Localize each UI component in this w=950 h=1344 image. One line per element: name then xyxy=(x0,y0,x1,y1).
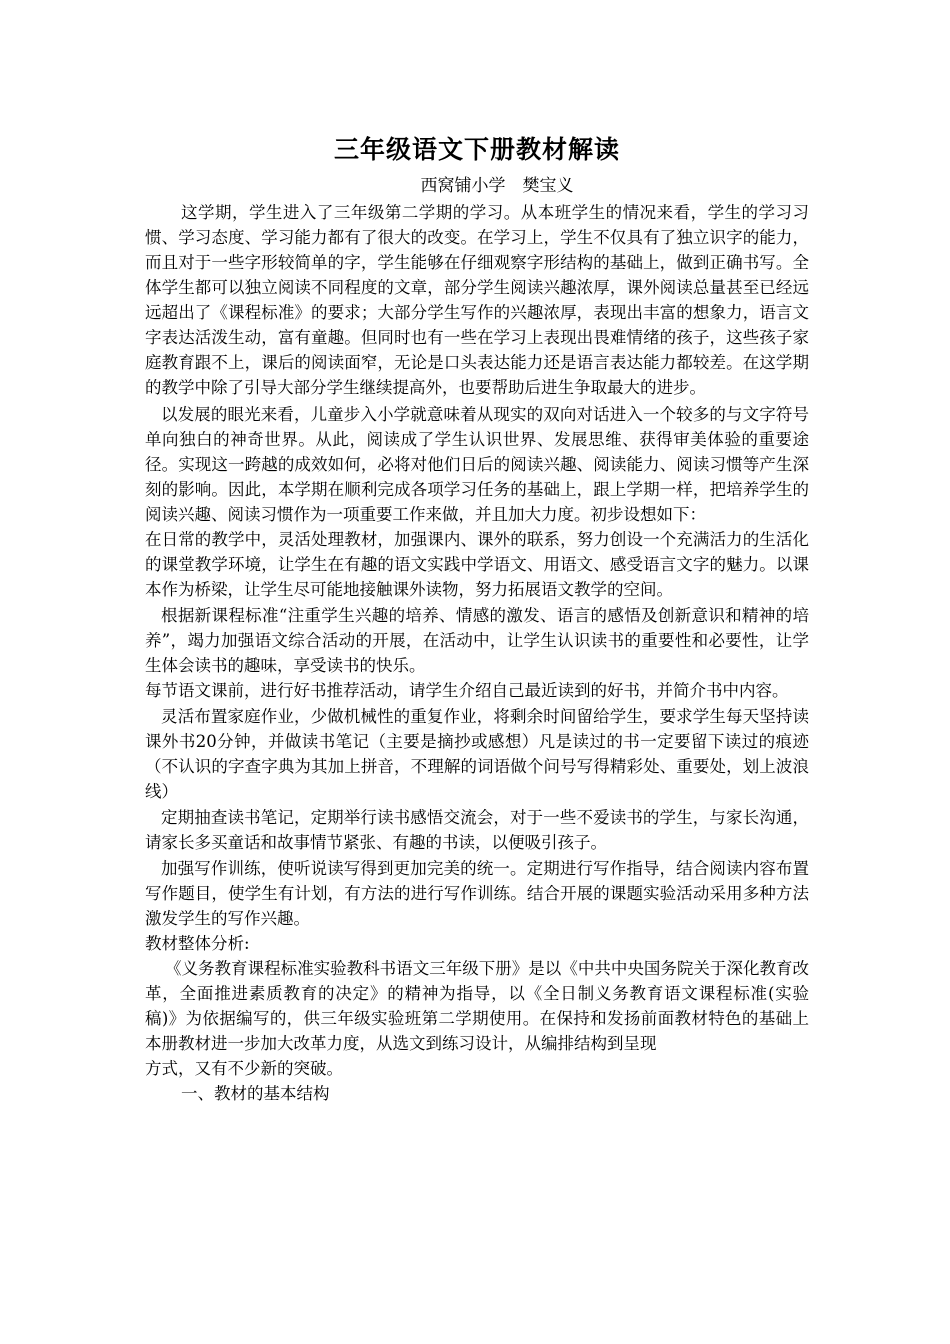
paragraph: 以发展的眼光来看，儿童步入小学就意味着从现实的双向对话进入一个较多的与文字符号单向独白的神奇世界。从此，阅读成了学生认识世界、发展思维、获得审美体验的重要途径。实现这一跨越的成效如何，必将对他们日后的阅读兴趣、阅读能力、阅读习惯等产生深刻的影响。因此，本学期在顺利完成各项学习任务的基础上，跟上学期一样，把培养学生的阅读兴趣、阅读习惯作为一项重要工作来做，并且加大力度。初步设想如下： xyxy=(145,405,809,524)
paragraph: 方式，又有不少新的突破。 xyxy=(145,1059,343,1078)
paragraph: 《义务教育课程标准实验教科书语文三年级下册》是以《中共中央国务院关于深化教育改革，全面推进素质教育的决定》的精神为指导，以《全日制义务教育语文课程标准(实验稿)》为依据编写的，供三年级实验班第二学期使用。在保持和发扬前面教材特色的基础上本册教材进一步加大改革力度，从选文到练习设计，从编排结构到呈现 xyxy=(145,959,809,1053)
document-title: 三年级语文下册教材解读 xyxy=(333,135,620,164)
section-label: 教材整体分析: xyxy=(145,934,250,953)
paragraph: 根据新课程标准“注重学生兴趣的培养、情感的激发、语言的感悟及创新意识和精神的培养”，竭力加强语文综合活动的开展，在活动中，让学生认识读书的重要性和必要性，让学生体会读书的趣味，享受读书的快乐。 xyxy=(145,606,809,675)
document-page xyxy=(145,132,809,1106)
author-line: 西窝铺小学 樊宝义 xyxy=(420,176,574,196)
paragraph: 定期抽查读书笔记，定期举行读书感悟交流会，对于一些不爱读书的学生，与家长沟通，请家长多买童话和故事情节紧张、有趣的书读，以便吸引孩子。 xyxy=(145,808,809,852)
paragraph: 灵活布置家庭作业，少做机械性的重复作业，将剩余时间留给学生，要求学生每天坚持读课外书20分钟，并做读书笔记（主要是摘抄或感想）凡是读过的书一定要留下读过的痕迹（不认识的字查字典为其加上拼音，不理解的词语做个问号写得精彩处、重要处，划上波浪线） xyxy=(145,707,809,801)
paragraph: 每节语文课前，进行好书推荐活动，请学生介绍自己最近读到的好书，并简介书中内容。 xyxy=(145,681,789,700)
paragraph: 在日常的教学中，灵活处理教材，加强课内、课外的联系，努力创设一个充满活力的生活化的课堂教学环境，让学生在有趣的语文实践中学语文、用语文、感受语言文字的魅力。以课本作为桥梁，让学生尽可能地接触课外读物，努力拓展语文教学的空间。 xyxy=(145,530,809,599)
paragraph: 加强写作训练，使听说读写得到更加完美的统一。定期进行写作指导，结合阅读内容布置写作题目，使学生有计划，有方法的进行写作训练。结合开展的课题实验活动采用多种方法激发学生的写作兴趣。 xyxy=(145,859,809,928)
paragraph: 这学期，学生进入了三年级第二学期的学习。从本班学生的情况来看，学生的学习习惯、学习态度、学习能力都有了很大的改变。在学习上，学生不仅具有了独立识字的能力，而且对于一些字形较简单的字，学生能够在仔细观察字形结构的基础上，做到正确书写。全体学生都可以独立阅读不同程度的文章，部分学生阅读兴趣浓厚，课外阅读总量甚至已经远远超出了《课程标准》的要求；大部分学生写作的兴趣浓厚，表现出丰富的想象力，语言文字表达活泼生动，富有童趣。但同时也有一些在学习上表现出畏难情绪的孩子，这些孩子家庭教育跟不上，课后的阅读面窄，无论是口头表达能力还是语言表达能力都较差。在这学期的教学中除了引导大部分学生继续提高外，也要帮助后进生争取最大的进步。 xyxy=(145,203,809,397)
section-heading: 一、教材的基本结构 xyxy=(181,1084,330,1103)
